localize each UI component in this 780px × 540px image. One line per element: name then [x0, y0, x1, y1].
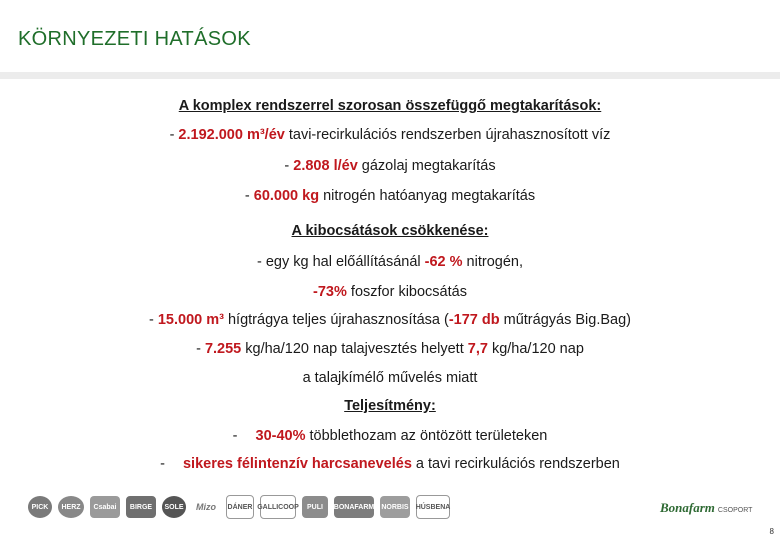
emissions-nitrogen-text: nitrogén, [462, 254, 523, 270]
bullet-dash: - [244, 188, 254, 204]
soil-loss-value: 7.255 [204, 341, 242, 357]
catfish-value: sikeres félintenzív harcsanevelés [182, 456, 412, 472]
soil-loss-reason: a talajkímélő művelés miatt [302, 370, 478, 386]
emissions-phosphorus-line [0, 284, 780, 300]
savings-heading: A komplex rendszerrel szorosan összefüggő megtakarítások: [178, 98, 602, 114]
soil-loss-new-value: 7,7 [467, 341, 488, 357]
soil-loss-unit: kg/ha/120 nap [487, 341, 584, 357]
bullet-dash: - [284, 158, 294, 174]
soil-loss-line [0, 341, 780, 357]
diesel-value: 2.808 l/év [293, 158, 358, 174]
csabai-logo: Csabai [90, 496, 120, 518]
bonafarm-product-logo: BONAFARM [334, 496, 374, 518]
manure-line [0, 312, 780, 328]
water-text: tavi-recirkulációs rendszerben újrahasznosított víz [284, 127, 611, 143]
emissions-nitrogen-line [0, 254, 780, 270]
performance-heading: Teljesítmény: [344, 398, 436, 414]
bullet-dash: - [169, 127, 179, 143]
bigbag-text: műtrágyás Big.Bag) [499, 312, 631, 328]
catfish-text: a tavi recirkulációs rendszerben [411, 456, 620, 472]
yield-value: 30-40% [255, 428, 306, 444]
bullet-dash: - [160, 456, 165, 472]
manure-text: hígtrágya teljes újrahasznosítása ( [223, 312, 449, 328]
phosphorus-text: foszfor kibocsátás [346, 284, 467, 300]
bullet-dash: - [196, 341, 205, 357]
header-divider [0, 72, 780, 79]
puli-logo: PULI [302, 496, 328, 518]
norbis-logo: NORBIS [380, 496, 410, 518]
emissions-heading: A kibocsátások csökkenése: [291, 223, 489, 239]
savings-diesel-line [0, 158, 780, 174]
nitrogen-text: nitrogén hatóanyag megtakarítás [319, 188, 536, 204]
savings-nitrogen-line [0, 188, 780, 204]
yield-text: többlethozam az öntözött területeken [305, 428, 548, 444]
daner-logo: DÁNER [226, 495, 254, 519]
bigbag-value: -177 db [448, 312, 500, 328]
husbena-logo: HÚSBENA [416, 495, 450, 519]
page-number: 8 [769, 527, 774, 536]
catfish-line [0, 456, 780, 472]
bullet-dash: - [232, 428, 238, 444]
herz-logo: HERZ [58, 496, 84, 518]
savings-water-line [0, 127, 780, 143]
emissions-nitrogen-value: -62 % [424, 254, 463, 270]
emissions-nitrogen-pre: - egy kg hal előállításánál [256, 254, 425, 270]
pick-logo: PICK [28, 496, 52, 518]
gallicoop-logo: GALLICOOP [260, 495, 296, 519]
birge-logo: BIRGE [126, 496, 156, 518]
soil-loss-text: kg/ha/120 nap talajvesztés helyett [241, 341, 468, 357]
nitrogen-value: 60.000 kg [253, 188, 320, 204]
bullet-dash: - [149, 312, 158, 328]
mizo-logo: Mizo [192, 496, 220, 518]
yield-line [0, 428, 780, 444]
sole-logo: SOLE [162, 496, 186, 518]
brand-logo-strip [28, 490, 450, 524]
bonafarm-logo: Bonafarm CSOPORT [660, 500, 753, 515]
phosphorus-value: -73% [313, 284, 347, 300]
manure-value: 15.000 m³ [157, 312, 224, 328]
diesel-text: gázolaj megtakarítás [357, 158, 496, 174]
water-value: 2.192.000 m³/év [178, 127, 285, 143]
page-title: KÖRNYEZETI HATÁSOK [18, 28, 251, 50]
